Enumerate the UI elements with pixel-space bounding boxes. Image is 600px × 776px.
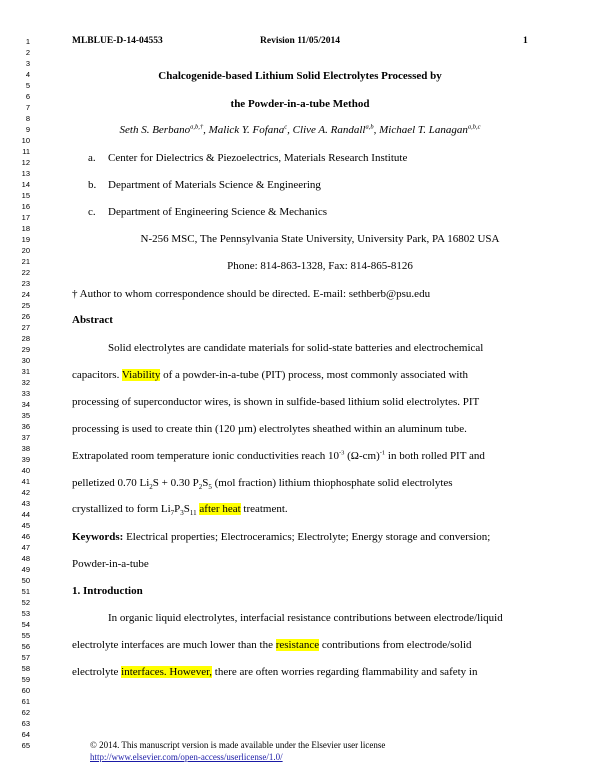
intro-line-1: In organic liquid electrolytes, interfacial resistance contributions between electrode/liquid [108, 612, 503, 624]
line-number: 34 [21, 400, 30, 409]
line-number: 51 [21, 587, 30, 596]
title-line-2: the Powder-in-a-tube Method [230, 98, 370, 110]
line-number: 45 [21, 521, 30, 530]
line-number: 41 [21, 477, 30, 486]
line-number: 40 [21, 466, 30, 475]
line-number: 2 [25, 48, 30, 57]
revision-date: Revision 11/05/2014 [260, 36, 340, 46]
line-number-column [14, 36, 30, 751]
author-2: Malick Y. Fofana$^c$, [208, 123, 293, 136]
line-number: 8 [25, 114, 30, 123]
line-number: 43 [21, 499, 30, 508]
abstract-line-1: Solid electrolytes are candidate materials for solid-state batteries and electrochemical [108, 342, 484, 354]
line-number: 37 [21, 433, 30, 442]
abstract-line-5: Extrapolated room temperature ionic conductivities reach $10^{-3}$ $(\Omega-cm)^{-1}$ in both rolled PIT and [72, 449, 485, 462]
highlight-viability: Viability [121, 369, 161, 381]
manuscript-id: MLBLUE-D-14-04553 [72, 36, 163, 46]
line-number: 54 [21, 620, 30, 629]
line-number: 6 [25, 92, 30, 101]
correspondence-note: † Author to whom correspondence should be directed. E-mail: sethberb@psu.edu [72, 288, 431, 300]
abstract-line-7: crystallized to form $Li_7P_3S_{11}$ after heat treatment. [72, 503, 288, 518]
line-number: 60 [21, 686, 30, 695]
author-3: Clive A. Randall$^{a,b}$, [292, 123, 380, 136]
line-number: 46 [21, 532, 30, 541]
line-number: 20 [21, 246, 30, 255]
abstract-line-6: pelletized 0.70 $Li_2S + 0.30$ $P_2S_5$ (mol fraction) lithium thiophosphate solid electrolytes [72, 477, 453, 492]
line-number: 35 [21, 411, 30, 420]
author-1: Seth S. Berbano$^{a,b,\dagger}$, [119, 123, 209, 136]
line-number: 17 [21, 213, 30, 222]
line-number: 44 [21, 510, 30, 519]
line-number: 59 [21, 675, 30, 684]
line-number: 36 [21, 422, 30, 431]
line-number: 61 [21, 697, 30, 706]
line-number: 21 [21, 257, 30, 266]
line-number: 58 [21, 664, 30, 673]
highlight-resistance: resistance [275, 639, 320, 651]
affiliation-a: Center for Dielectrics & Piezoelectrics, Materials Research Institute [108, 152, 408, 164]
line-number: 25 [21, 301, 30, 310]
affiliation-c-marker: c. [88, 206, 96, 218]
intro-line-2: electrolyte interfaces are much lower than the resistance contributions from electrode/solid [72, 639, 472, 651]
line-number: 52 [21, 598, 30, 607]
line-number: 56 [21, 642, 30, 651]
line-number: 9 [25, 125, 30, 134]
phone-fax: Phone: 814-863-1328, Fax: 814-865-8126 [227, 260, 413, 272]
line-number: 29 [21, 345, 30, 354]
line-number: 65 [21, 741, 30, 750]
line-number: 30 [21, 356, 30, 365]
line-number: 22 [21, 268, 30, 277]
line-number: 55 [21, 631, 30, 640]
line-number: 50 [21, 576, 30, 585]
line-number: 24 [21, 290, 30, 299]
address: N-256 MSC, The Pennsylvania State University, University Park, PA 16802 USA [140, 233, 500, 245]
line-number: 63 [21, 719, 30, 728]
line-number: 62 [21, 708, 30, 717]
line-number: 57 [21, 653, 30, 662]
line-number: 14 [21, 180, 30, 189]
line-number: 7 [25, 103, 30, 112]
line-number: 42 [21, 488, 30, 497]
line-number: 27 [21, 323, 30, 332]
keywords-line-1: Keywords: Electrical properties; Electroceramics; Electrolyte; Energy storage and conversion; [72, 531, 491, 543]
line-number: 26 [21, 312, 30, 321]
license-link[interactable]: http://www.elsevier.com/open-access/userlicense/1.0/ [90, 752, 283, 762]
highlight-after-heat: after heat [199, 503, 241, 515]
intro-line-3: electrolyte interfaces. However, there are often worries regarding flammability and safety in [72, 666, 478, 678]
line-number: 23 [21, 279, 30, 288]
line-number: 33 [21, 389, 30, 398]
line-number: 53 [21, 609, 30, 618]
keywords-label: Keywords: [72, 531, 124, 543]
line-number: 49 [21, 565, 30, 574]
line-number: 48 [21, 554, 30, 563]
line-number: 16 [21, 202, 30, 211]
line-number: 31 [21, 367, 30, 376]
line-number: 32 [21, 378, 30, 387]
line-number: 13 [21, 169, 30, 178]
line-number: 18 [21, 224, 30, 233]
line-number: 4 [25, 70, 30, 79]
keywords-line-2: Powder-in-a-tube [72, 558, 149, 570]
line-number: 64 [21, 730, 30, 739]
line-number: 5 [25, 81, 30, 90]
line-number: 11 [22, 147, 30, 156]
line-number: 12 [21, 158, 30, 167]
affiliation-b-marker: b. [88, 179, 97, 191]
affiliation-c: Department of Engineering Science & Mechanics [108, 206, 328, 218]
abstract-heading: Abstract [72, 314, 113, 326]
affiliation-b: Department of Materials Science & Engineering [108, 179, 321, 191]
abstract-line-2: capacitors. Viability of a powder-in-a-tube (PIT) process, most commonly associated with [72, 369, 469, 381]
introduction-heading: 1. Introduction [72, 585, 143, 597]
page-number: 1 [523, 36, 528, 46]
line-number: 28 [21, 334, 30, 343]
title-line-1: Chalcogenide-based Lithium Solid Electrolytes Processed by [158, 70, 442, 82]
line-number: 1 [25, 37, 30, 46]
line-number: 47 [21, 543, 30, 552]
affiliation-a-marker: a. [88, 152, 96, 164]
author-list [0, 124, 600, 136]
highlight-interfaces-however: interfaces. However, [121, 666, 213, 678]
line-number: 19 [21, 235, 30, 244]
line-number: 10 [21, 136, 30, 145]
line-number: 39 [21, 455, 30, 464]
line-number: 38 [21, 444, 30, 453]
abstract-line-3: processing of superconductor wires, is shown in sulfide-based lithium solid electrolytes. PIT [72, 396, 480, 408]
line-number: 3 [25, 59, 30, 68]
abstract-line-4: processing is used to create thin (120 µm) electrolytes sheathed within an aluminum tube. [72, 423, 467, 435]
line-number: 15 [21, 191, 30, 200]
license-notice: © 2014. This manuscript version is made available under the Elsevier user license [90, 740, 386, 750]
author-4: Michael T. Lanagan$^{a,b,c}$ [379, 123, 481, 136]
